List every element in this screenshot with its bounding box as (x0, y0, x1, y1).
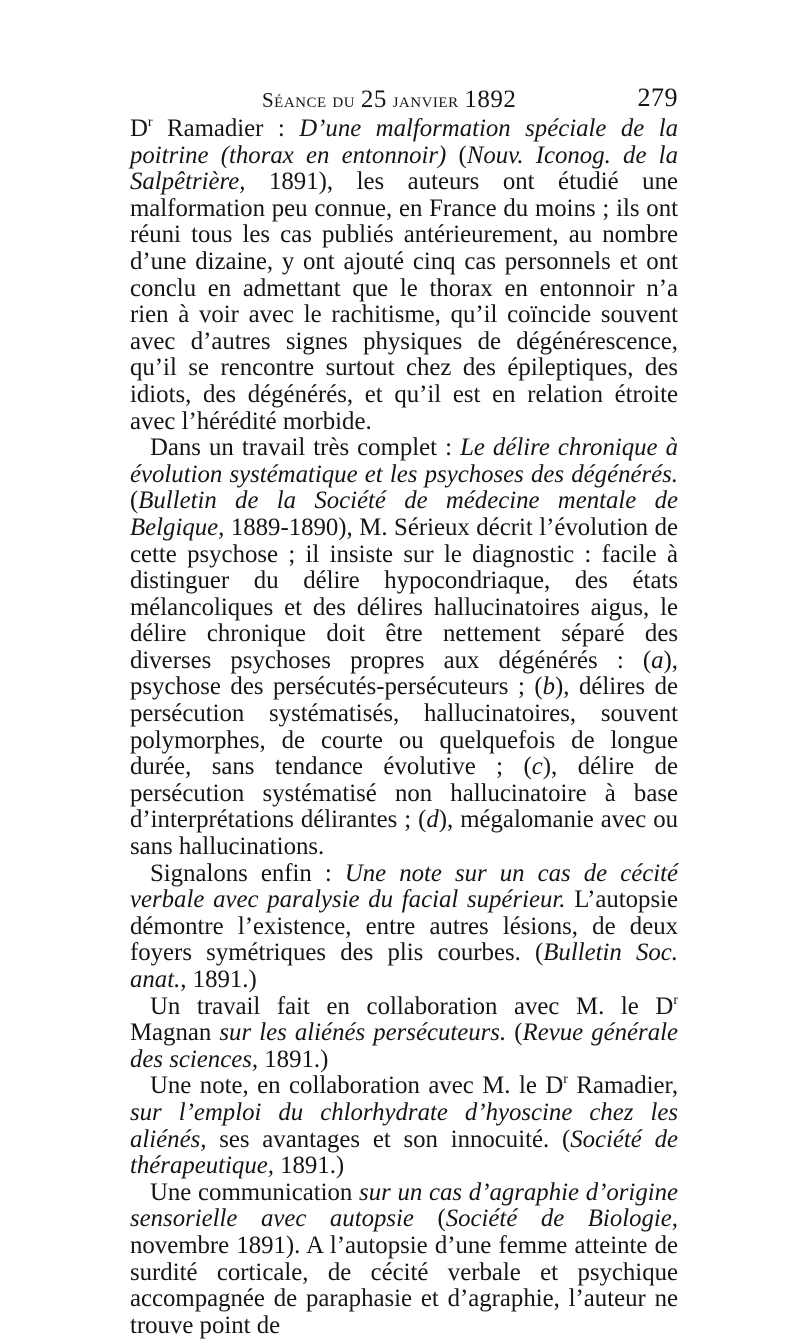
page-number: 279 (637, 83, 678, 112)
paragraph-serieux: Dans un travail très complet : Le délire chronique à évolution systématique et les psychoses des dégénérés. (Bulletin de la Société de médecine mentale de Belgique, 1889-1890), M. Sérieux décrit l’évolution de cette psychose ; il insiste sur le diagnostic : facile à distinguer du délire hypocondriaque, des états mélancoliques et des délires hallucinatoires aigus, le délire chronique doit être nettement séparé des diverses psychoses propres aux dégénérés : (a), psychose des persécutés-persécuteurs ; (b), délires de persécution systématisés, hallucinatoires, souvent polymorphes, de courte ou quelquefois de longue durée, sans tendance évolutive ; (c), délire de persécution systématisé non hallucinatoire à base d’interprétations délirantes ; (d), mégalomanie avec ou sans hallucinations. (130, 434, 679, 861)
body-text (130, 116, 678, 1339)
paragraph-ramadier: $D^r$ Ramadier : D’une malformation spéciale de la poitrine (thorax en entonnoir) (Nouv. Iconog. de la Salpêtrière, 1891), les auteurs ont étudié une malformation peu connue, en France du moins ; ils ont réuni tous les cas publiés antérieurement, au nombre d’une dizaine, y ont ajouté cinq cas personnels et ont conclu en admettant que le thorax en entonnoir n’a rien à voir avec le rachitisme, qu’il coïncide souvent avec d’autres signes physiques de dégénérescence, qu’il se rencontre surtout chez des épileptiques, des idiots, des dégénérés, et qu’il est en relation étroite avec l’hérédité morbide. (130, 115, 678, 435)
running-title: Séance du 25 janvier 1892 (262, 86, 517, 113)
paragraph-cecite-verbale: Signalons enfin : Une note sur un cas de cécité verbale avec paralysie du facial supérieur. L’autopsie démontre l’existence, entre autres lésions, de deux foyers symétriques des plis courbes. (Bulletin Soc. anat., 1891.) (130, 859, 678, 993)
paragraph-agraphie: Une communication sur un cas d’agraphie d’origine sensorielle avec autopsie (Société de Biologie, novembre 1891). A l’autopsie d’une femme atteinte de surdité corticale, de cécité verbale et psychique accompagnée de paraphasie et d’agraphie, l’auteur ne trouve point de (130, 1178, 679, 1339)
paragraph-persecuteurs: Un travail fait en collaboration avec M. le $D^r$ Magnan sur les aliénés persécuteurs. (Revue générale des sciences, 1891.) (130, 992, 678, 1073)
paragraph-hyoscine: Une note, en collaboration avec M. le $D^r$ Ramadier, sur l’emploi du chlorhydrate d’hyoscine chez les aliénés, ses avantages et son innocuité. (Société de thérapeutique, 1891.) (130, 1072, 679, 1180)
